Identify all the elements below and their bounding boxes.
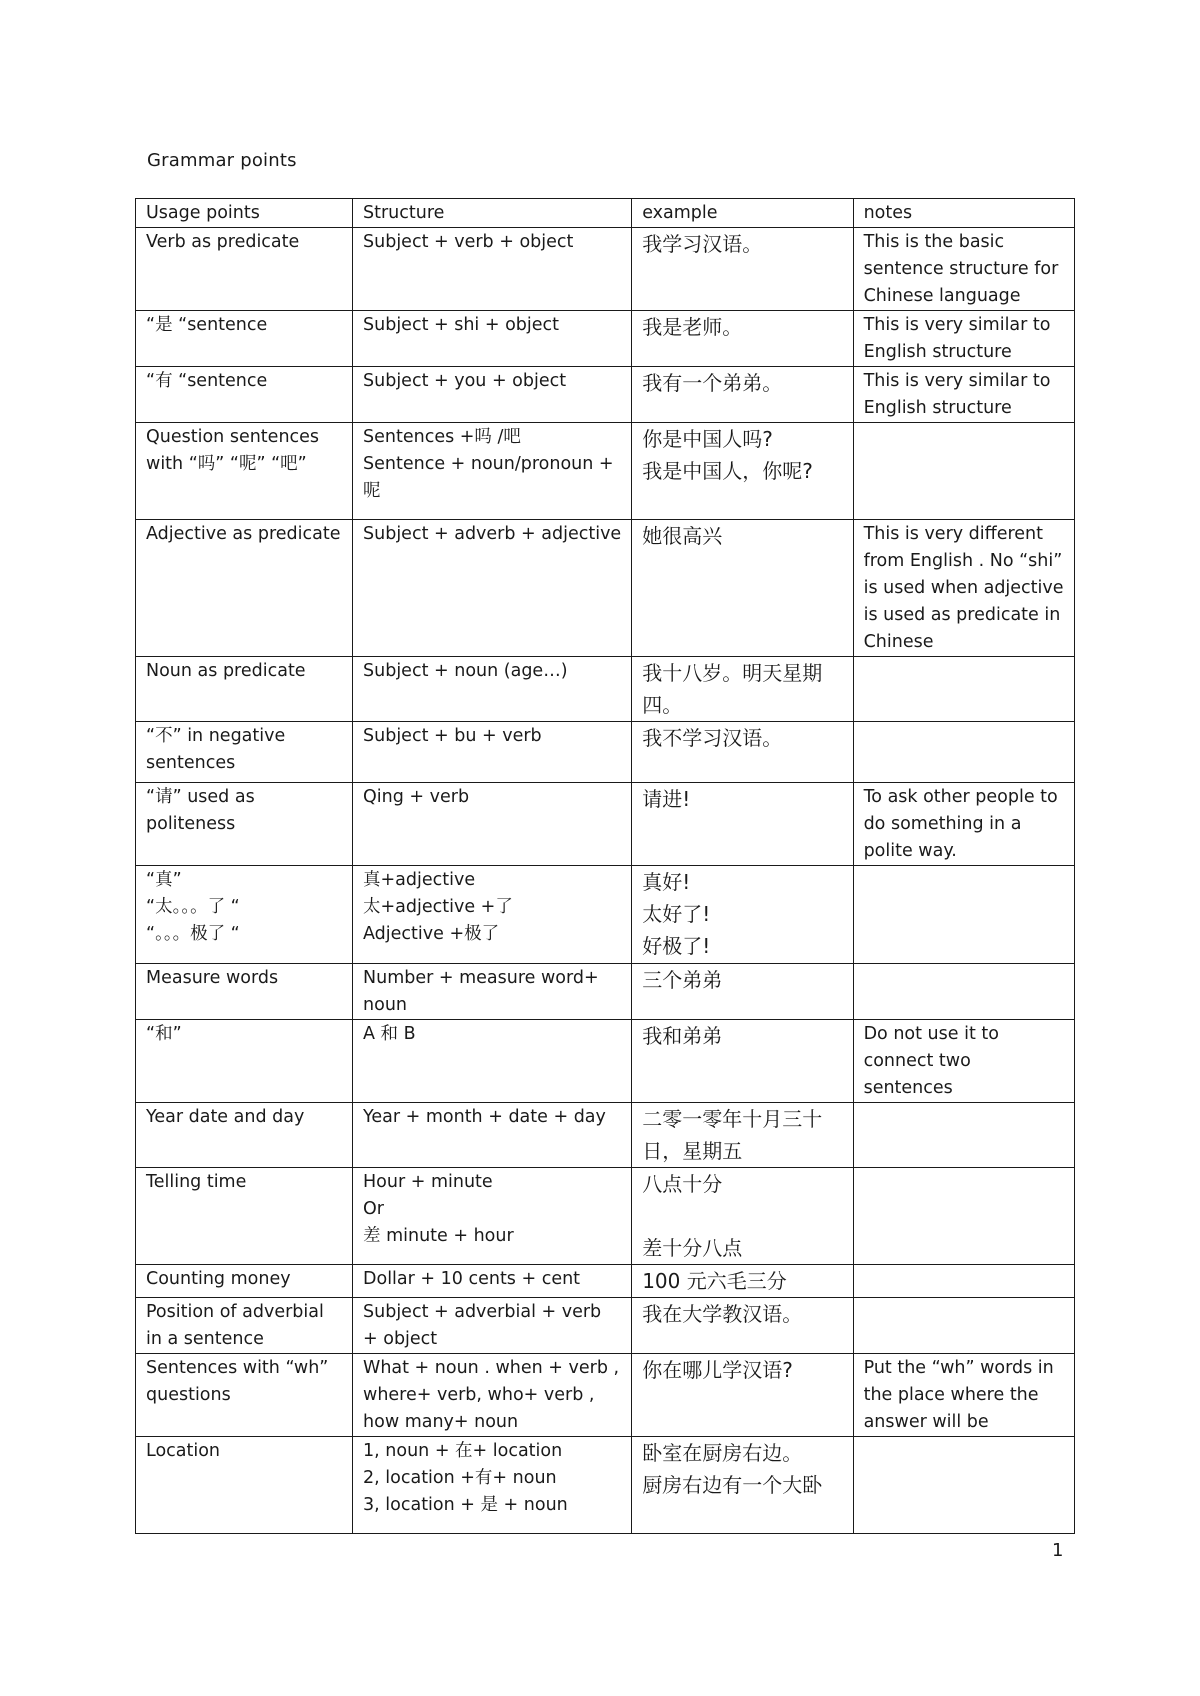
example-cell: 三个弟弟 xyxy=(632,964,853,1020)
usage-cell: “不” in negative sentences xyxy=(136,722,353,783)
table-row xyxy=(136,1103,1075,1168)
structure-cell: Subject + shi + object xyxy=(353,311,632,367)
grammar-table xyxy=(135,198,1075,1534)
usage-cell: Position of adverbial in a sentence xyxy=(136,1298,353,1354)
structure-cell: Dollar + 10 cents + cent xyxy=(353,1265,632,1298)
example-cell: 我不学习汉语。 xyxy=(632,722,853,783)
usage-cell: Year date and day xyxy=(136,1103,353,1168)
structure-cell: Subject + bu + verb xyxy=(353,722,632,783)
table-row xyxy=(136,311,1075,367)
notes-cell xyxy=(853,866,1074,964)
table-row xyxy=(136,1265,1075,1298)
structure-cell: 1, noun + 在+ location 2, location +有+ noun 3, location + 是 + noun xyxy=(353,1437,632,1534)
structure-cell: Subject + noun (age…) xyxy=(353,657,632,722)
structure-cell: Year + month + date + day xyxy=(353,1103,632,1168)
usage-cell: “和” xyxy=(136,1020,353,1103)
structure-cell: Hour + minute Or 差 minute + hour xyxy=(353,1168,632,1265)
example-cell: 我在大学教汉语。 xyxy=(632,1298,853,1354)
structure-cell: Subject + you + object xyxy=(353,367,632,423)
usage-cell: Location xyxy=(136,1437,353,1534)
structure-cell: Number + measure word+ noun xyxy=(353,964,632,1020)
notes-cell: To ask other people to do something in a polite way. xyxy=(853,783,1074,866)
notes-cell xyxy=(853,1437,1074,1534)
table-row xyxy=(136,964,1075,1020)
structure-cell: Subject + adverbial + verb + object xyxy=(353,1298,632,1354)
structure-cell: 真+adjective 太+adjective +了 Adjective +极了 xyxy=(353,866,632,964)
notes-cell: This is the basic sentence structure for Chinese language xyxy=(853,228,1074,311)
usage-cell: “有 “sentence xyxy=(136,367,353,423)
example-cell: 二零一零年十月三十日，星期五 xyxy=(632,1103,853,1168)
example-cell: 100 元六毛三分 xyxy=(632,1265,853,1298)
header-notes: notes xyxy=(853,199,1074,228)
notes-cell: This is very different from English . No “shi” is used when adjective is used as predicate in Chinese xyxy=(853,520,1074,657)
usage-cell: Measure words xyxy=(136,964,353,1020)
example-cell: 我学习汉语。 xyxy=(632,228,853,311)
example-cell: 我十八岁。明天星期四。 xyxy=(632,657,853,722)
usage-cell: “是 “sentence xyxy=(136,311,353,367)
notes-cell xyxy=(853,423,1074,520)
table-row xyxy=(136,1437,1075,1534)
table-row xyxy=(136,367,1075,423)
table-row xyxy=(136,1298,1075,1354)
structure-cell: Subject + adverb + adjective xyxy=(353,520,632,657)
notes-cell: This is very similar to English structure xyxy=(853,367,1074,423)
example-cell: 我是老师。 xyxy=(632,311,853,367)
usage-cell: Telling time xyxy=(136,1168,353,1265)
structure-cell: Sentences +吗 /吧 Sentence + noun/pronoun + 呢 xyxy=(353,423,632,520)
example-cell: 卧室在厨房右边。 厨房右边有一个大卧 xyxy=(632,1437,853,1534)
structure-cell: A 和 B xyxy=(353,1020,632,1103)
usage-cell: Sentences with “wh” questions xyxy=(136,1354,353,1437)
table-row xyxy=(136,1168,1075,1265)
notes-cell xyxy=(853,964,1074,1020)
example-cell: 你是中国人吗? 我是中国人，你呢? xyxy=(632,423,853,520)
usage-cell: “真” “太。。。了 “ “。。。极了 “ xyxy=(136,866,353,964)
notes-cell xyxy=(853,1298,1074,1354)
usage-cell: “请” used as politeness xyxy=(136,783,353,866)
notes-cell: Do not use it to connect two sentences xyxy=(853,1020,1074,1103)
table-row xyxy=(136,783,1075,866)
structure-cell: Qing + verb xyxy=(353,783,632,866)
table-row xyxy=(136,866,1075,964)
table-row xyxy=(136,520,1075,657)
notes-cell xyxy=(853,722,1074,783)
structure-cell: Subject + verb + object xyxy=(353,228,632,311)
notes-cell xyxy=(853,1265,1074,1298)
table-row xyxy=(136,1020,1075,1103)
table-row xyxy=(136,423,1075,520)
example-cell: 八点十分 差十分八点 xyxy=(632,1168,853,1265)
usage-cell: Adjective as predicate xyxy=(136,520,353,657)
example-cell: 你在哪儿学汉语? xyxy=(632,1354,853,1437)
page-number: 1 xyxy=(1052,1540,1064,1561)
header-example: example xyxy=(632,199,853,228)
example-cell: 我有一个弟弟。 xyxy=(632,367,853,423)
table-row xyxy=(136,1354,1075,1437)
notes-cell xyxy=(853,1103,1074,1168)
notes-cell xyxy=(853,657,1074,722)
example-cell: 她很高兴 xyxy=(632,520,853,657)
notes-cell: This is very similar to English structure xyxy=(853,311,1074,367)
table-row xyxy=(136,657,1075,722)
usage-cell: Verb as predicate xyxy=(136,228,353,311)
example-cell: 请进! xyxy=(632,783,853,866)
table-row xyxy=(136,228,1075,311)
usage-cell: Question sentences with “吗” “呢” “吧” xyxy=(136,423,353,520)
notes-cell: Put the “wh” words in the place where the answer will be xyxy=(853,1354,1074,1437)
page-title: Grammar points xyxy=(147,150,297,171)
table-row xyxy=(136,722,1075,783)
header-usage-points: Usage points xyxy=(136,199,353,228)
usage-cell: Counting money xyxy=(136,1265,353,1298)
notes-cell xyxy=(853,1168,1074,1265)
usage-cell: Noun as predicate xyxy=(136,657,353,722)
header-structure: Structure xyxy=(353,199,632,228)
example-cell: 真好! 太好了! 好极了! xyxy=(632,866,853,964)
table-header-row xyxy=(136,199,1075,228)
structure-cell: What + noun . when + verb , where+ verb, who+ verb , how many+ noun xyxy=(353,1354,632,1437)
example-cell: 我和弟弟 xyxy=(632,1020,853,1103)
